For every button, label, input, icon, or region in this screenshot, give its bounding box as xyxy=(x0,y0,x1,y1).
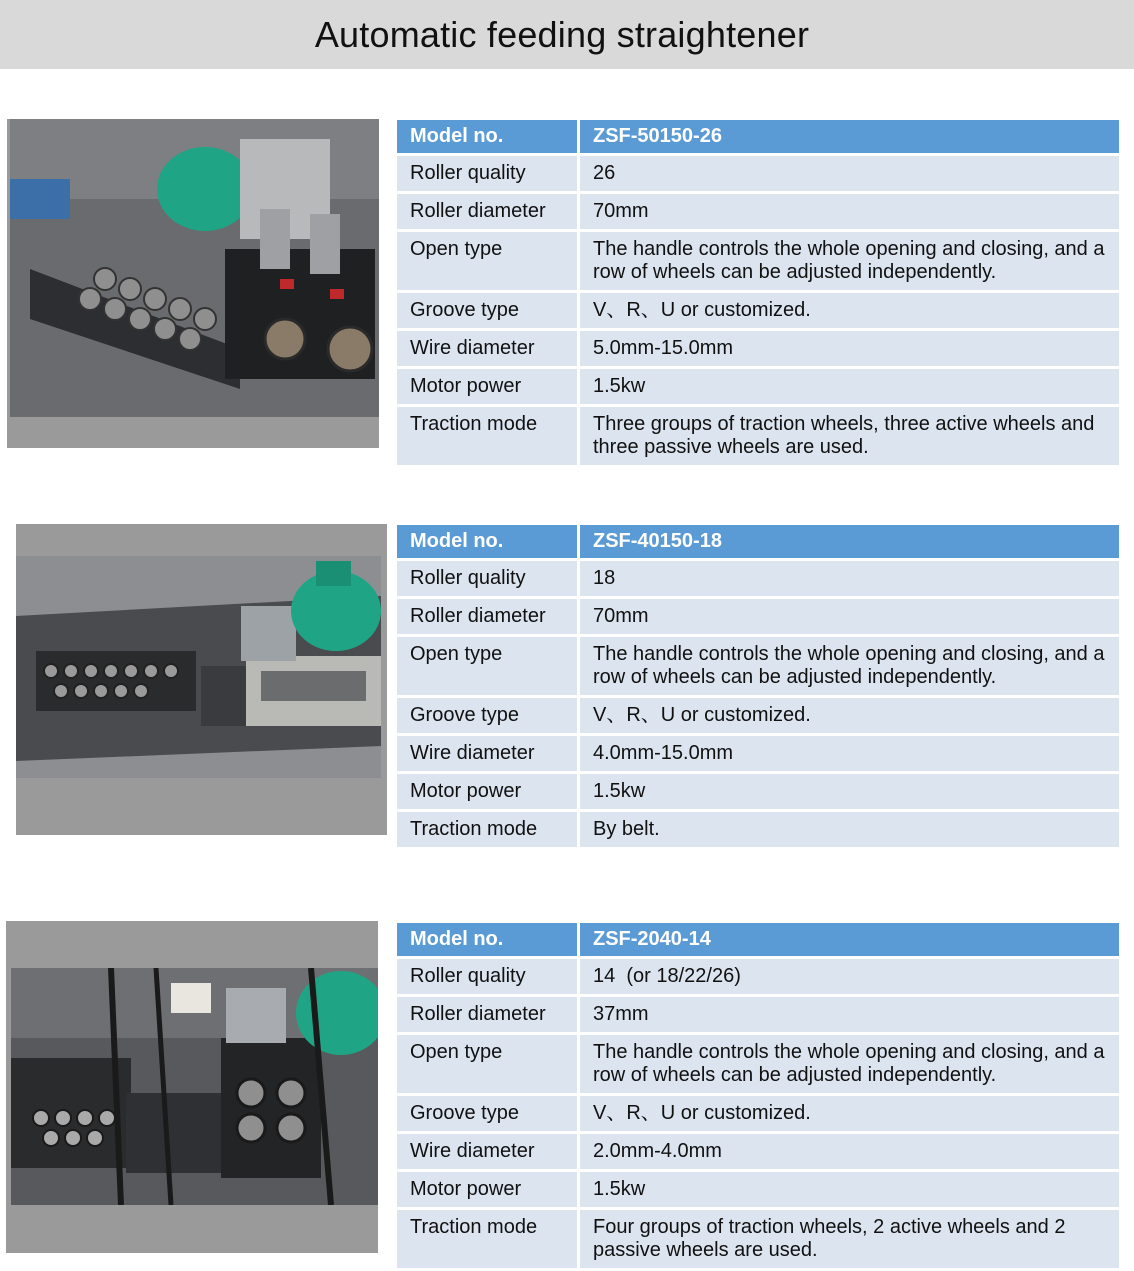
table-row xyxy=(397,774,1119,809)
spec-table-3 xyxy=(397,920,1119,1271)
spec-label: Model no. xyxy=(397,525,580,558)
spec-label: Wire diameter xyxy=(397,331,580,366)
table-row xyxy=(397,232,1119,290)
spec-label: Wire diameter xyxy=(397,736,580,771)
table-row xyxy=(397,293,1119,328)
spec-label: Roller diameter xyxy=(397,599,580,634)
spec-table-2 xyxy=(397,522,1119,850)
spec-value: 1.5kw xyxy=(580,1172,1119,1207)
page-title: Automatic feeding straightener xyxy=(314,13,810,55)
spec-label: Traction mode xyxy=(397,407,580,465)
table-row xyxy=(397,525,1119,558)
table-row xyxy=(397,331,1119,366)
spec-value: The handle controls the whole opening and closing, and a row of wheels can be adjusted independently. xyxy=(580,232,1119,290)
spec-value: 26 xyxy=(580,156,1119,191)
table-row xyxy=(397,369,1119,404)
machine-illustration xyxy=(10,119,379,417)
table-row xyxy=(397,1134,1119,1169)
spec-value: 5.0mm-15.0mm xyxy=(580,331,1119,366)
table-row xyxy=(397,1096,1119,1131)
table-row xyxy=(397,997,1119,1032)
spec-label: Model no. xyxy=(397,923,580,956)
machine-photo-2 xyxy=(16,524,387,835)
spec-label: Groove type xyxy=(397,293,580,328)
spec-label: Model no. xyxy=(397,120,580,153)
spec-value: V、R、U or customized. xyxy=(580,293,1119,328)
machine-photo-1 xyxy=(7,119,379,448)
table-row xyxy=(397,194,1119,229)
table-row xyxy=(397,698,1119,733)
spec-label: Open type xyxy=(397,1035,580,1093)
spec-value: 2.0mm-4.0mm xyxy=(580,1134,1119,1169)
spec-value: V、R、U or customized. xyxy=(580,698,1119,733)
spec-value: By belt. xyxy=(580,812,1119,847)
table-row xyxy=(397,1210,1119,1268)
table-row xyxy=(397,599,1119,634)
table-row xyxy=(397,120,1119,153)
spec-value: 1.5kw xyxy=(580,774,1119,809)
spec-label: Roller diameter xyxy=(397,194,580,229)
spec-value: ZSF-40150-18 xyxy=(580,525,1119,558)
spec-value: ZSF-2040-14 xyxy=(580,923,1119,956)
table-row xyxy=(397,812,1119,847)
spec-label: Open type xyxy=(397,232,580,290)
table-row xyxy=(397,637,1119,695)
spec-value: 4.0mm-15.0mm xyxy=(580,736,1119,771)
spec-label: Roller quality xyxy=(397,561,580,596)
spec-value: V、R、U or customized. xyxy=(580,1096,1119,1131)
spec-value: The handle controls the whole opening and closing, and a row of wheels can be adjusted independently. xyxy=(580,1035,1119,1093)
spec-label: Roller quality xyxy=(397,156,580,191)
machine-illustration xyxy=(16,556,381,778)
spec-value: Four groups of traction wheels, 2 active wheels and 2 passive wheels are used. xyxy=(580,1210,1119,1268)
spec-label: Wire diameter xyxy=(397,1134,580,1169)
spec-value: The handle controls the whole opening and closing, and a row of wheels can be adjusted independently. xyxy=(580,637,1119,695)
spec-table-1 xyxy=(397,117,1119,468)
title-bar xyxy=(0,0,1134,69)
table-row xyxy=(397,959,1119,994)
machine-photo-3 xyxy=(6,921,378,1253)
spec-label: Motor power xyxy=(397,369,580,404)
spec-label: Open type xyxy=(397,637,580,695)
spec-value: ZSF-50150-26 xyxy=(580,120,1119,153)
spec-value: 37mm xyxy=(580,997,1119,1032)
table-row xyxy=(397,561,1119,596)
spec-value: 14 (or 18/22/26) xyxy=(580,959,1119,994)
spec-value: 18 xyxy=(580,561,1119,596)
table-row xyxy=(397,736,1119,771)
machine-illustration xyxy=(11,968,378,1205)
spec-label: Motor power xyxy=(397,1172,580,1207)
spec-label: Traction mode xyxy=(397,1210,580,1268)
spec-label: Motor power xyxy=(397,774,580,809)
spec-label: Traction mode xyxy=(397,812,580,847)
spec-value: Three groups of traction wheels, three active wheels and three passive wheels are used. xyxy=(580,407,1119,465)
spec-value: 70mm xyxy=(580,194,1119,229)
spec-value: 70mm xyxy=(580,599,1119,634)
spec-label: Groove type xyxy=(397,1096,580,1131)
spec-label: Roller quality xyxy=(397,959,580,994)
table-row xyxy=(397,1035,1119,1093)
table-row xyxy=(397,407,1119,465)
spec-value: 1.5kw xyxy=(580,369,1119,404)
table-row xyxy=(397,923,1119,956)
table-row xyxy=(397,156,1119,191)
spec-label: Roller diameter xyxy=(397,997,580,1032)
table-row xyxy=(397,1172,1119,1207)
spec-label: Groove type xyxy=(397,698,580,733)
